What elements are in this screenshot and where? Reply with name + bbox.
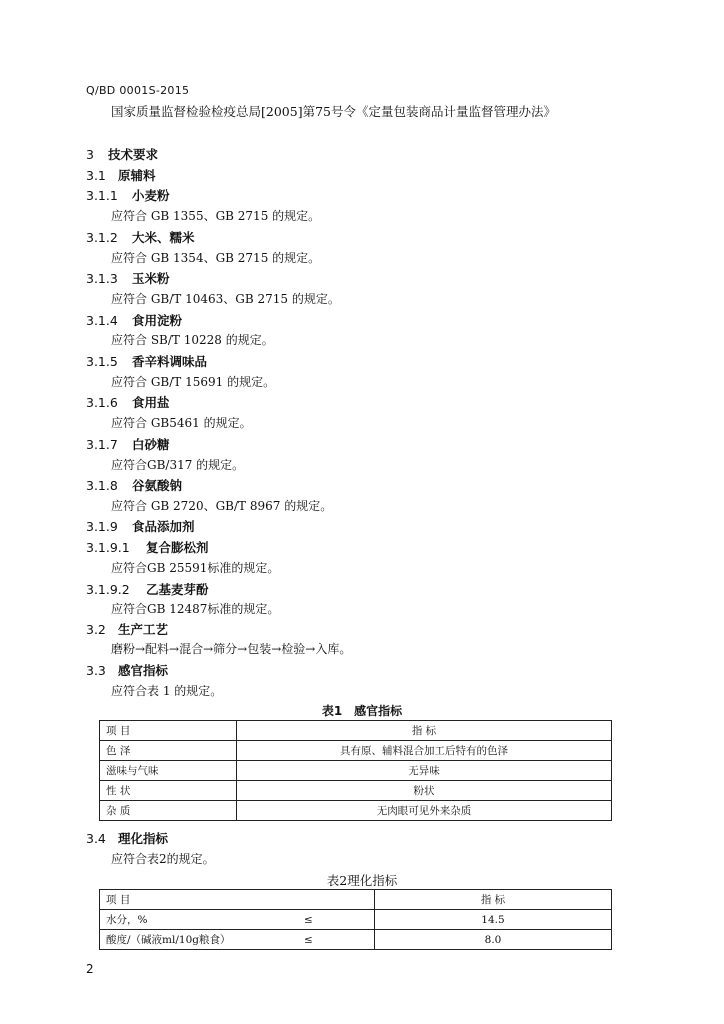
clause-text: 应符合GB 25591标准的规定。 — [111, 561, 280, 575]
page-number: 2 — [86, 962, 94, 976]
table-row — [100, 741, 612, 761]
table2-caption: 表2理化指标 — [326, 873, 398, 888]
table-row — [100, 781, 612, 801]
heading-title: 理化指标 — [118, 831, 169, 846]
heading-3-1-1 — [86, 186, 170, 204]
table-cell: 色 泽 — [100, 741, 237, 761]
heading-number: 3.1 — [86, 168, 106, 183]
heading-number: 3.1.9.2 — [86, 582, 130, 597]
table-header-row — [100, 721, 612, 741]
heading-3-1-8 — [86, 476, 182, 494]
heading-3-1-9-2 — [86, 580, 209, 598]
heading-3-2 — [86, 620, 168, 638]
heading-3-1-6 — [86, 393, 170, 411]
heading-3-1 — [86, 166, 156, 184]
heading-title: 大米、糯米 — [132, 230, 195, 245]
clause-text: 应符合表 1 的规定。 — [111, 684, 223, 698]
table-cell: 滋味与气味 — [100, 761, 237, 781]
heading-title: 食品添加剂 — [132, 519, 195, 534]
heading-number: 3.1.5 — [86, 354, 118, 369]
table-header-cell: 指 标 — [375, 890, 612, 910]
table1 — [99, 720, 612, 821]
table-cell: 杂 质 — [100, 801, 237, 821]
clause-text: 应符合 GB5461 的规定。 — [111, 416, 252, 430]
heading-3-1-9-1 — [86, 538, 209, 556]
table-row — [100, 930, 612, 950]
heading-title: 复合膨松剂 — [146, 540, 209, 555]
table-cell: 粉状 — [237, 781, 612, 801]
table-cell: 8.0 — [375, 930, 612, 950]
clause-text: 应符合 SB/T 10228 的规定。 — [111, 333, 274, 347]
clause-text: 应符合 GB/T 15691 的规定。 — [111, 375, 276, 389]
table-cell: 酸度/（碱液ml/10g粮食） — [100, 930, 299, 950]
heading-3-1-7 — [86, 435, 170, 453]
heading-number: 3 — [86, 147, 94, 162]
table-cell: 无异味 — [237, 761, 612, 781]
heading-title: 谷氨酸钠 — [132, 478, 183, 493]
table-cell: 性 状 — [100, 781, 237, 801]
table-cell: ≤ — [298, 930, 375, 950]
table-header-cell: 指 标 — [237, 721, 612, 741]
heading-3-1-2 — [86, 228, 195, 246]
heading-number: 3.1.1 — [86, 188, 118, 203]
heading-number: 3.3 — [86, 663, 106, 678]
heading-3-1-9 — [86, 517, 195, 535]
heading-title: 食用淀粉 — [132, 313, 183, 328]
table-cell: 14.5 — [375, 910, 612, 930]
table-header-cell: 项 目 — [100, 890, 375, 910]
heading-number: 3.1.4 — [86, 313, 118, 328]
table-header-row — [100, 890, 612, 910]
heading-number: 3.1.6 — [86, 395, 118, 410]
heading-number: 3.1.8 — [86, 478, 118, 493]
heading-title: 食用盐 — [132, 395, 170, 410]
heading-title: 玉米粉 — [132, 271, 170, 286]
heading-3 — [86, 145, 158, 163]
clause-text: 应符合GB/317 的规定。 — [111, 458, 245, 472]
clause-text: 应符合 GB 1354、GB 2715 的规定。 — [111, 251, 321, 265]
clause-text: 应符合GB 12487标准的规定。 — [111, 602, 280, 616]
table1-caption: 表1 感官指标 — [321, 704, 403, 718]
table-header-cell: 项 目 — [100, 721, 237, 741]
clause-text: 应符合 GB 2720、GB/T 8967 的规定。 — [111, 499, 333, 513]
heading-number: 3.1.7 — [86, 437, 118, 452]
process-flow-text: 磨粉→配料→混合→筛分→包装→检验→入库。 — [111, 642, 352, 656]
heading-3-1-3 — [86, 269, 170, 287]
reference-line: 国家质量监督检验检疫总局[2005]第75号令《定量包装商品计量监督管理办法》 — [111, 104, 556, 119]
table-row — [100, 801, 612, 821]
heading-title: 生产工艺 — [118, 622, 169, 637]
table-cell: ≤ — [298, 910, 375, 930]
heading-title: 感官指标 — [118, 663, 169, 678]
table-row — [100, 910, 612, 930]
heading-number: 3.1.9.1 — [86, 540, 130, 555]
clause-text: 应符合表2的规定。 — [111, 852, 215, 866]
heading-title: 小麦粉 — [132, 188, 170, 203]
heading-title: 乙基麦芽酚 — [146, 582, 209, 597]
heading-3-1-5 — [86, 352, 207, 370]
heading-title: 技术要求 — [108, 147, 159, 162]
table-row — [100, 761, 612, 781]
clause-text: 应符合 GB 1355、GB 2715 的规定。 — [111, 209, 321, 223]
heading-3-3 — [86, 661, 168, 679]
heading-number: 3.2 — [86, 622, 106, 637]
heading-3-4 — [86, 829, 168, 847]
heading-title: 白砂糖 — [132, 437, 170, 452]
heading-title: 原辅料 — [118, 168, 156, 183]
standard-code: Q/BD 0001S-2015 — [86, 84, 190, 97]
heading-number: 3.4 — [86, 831, 106, 846]
heading-3-1-4 — [86, 311, 182, 329]
heading-number: 3.1.9 — [86, 519, 118, 534]
clause-text: 应符合 GB/T 10463、GB 2715 的规定。 — [111, 292, 340, 306]
table-cell: 水分，% — [100, 910, 299, 930]
table-cell: 无肉眼可见外来杂质 — [237, 801, 612, 821]
heading-number: 3.1.2 — [86, 230, 118, 245]
table2 — [99, 889, 612, 950]
heading-number: 3.1.3 — [86, 271, 118, 286]
heading-title: 香辛料调味品 — [132, 354, 208, 369]
table-cell: 具有原、辅料混合加工后特有的色泽 — [237, 741, 612, 761]
